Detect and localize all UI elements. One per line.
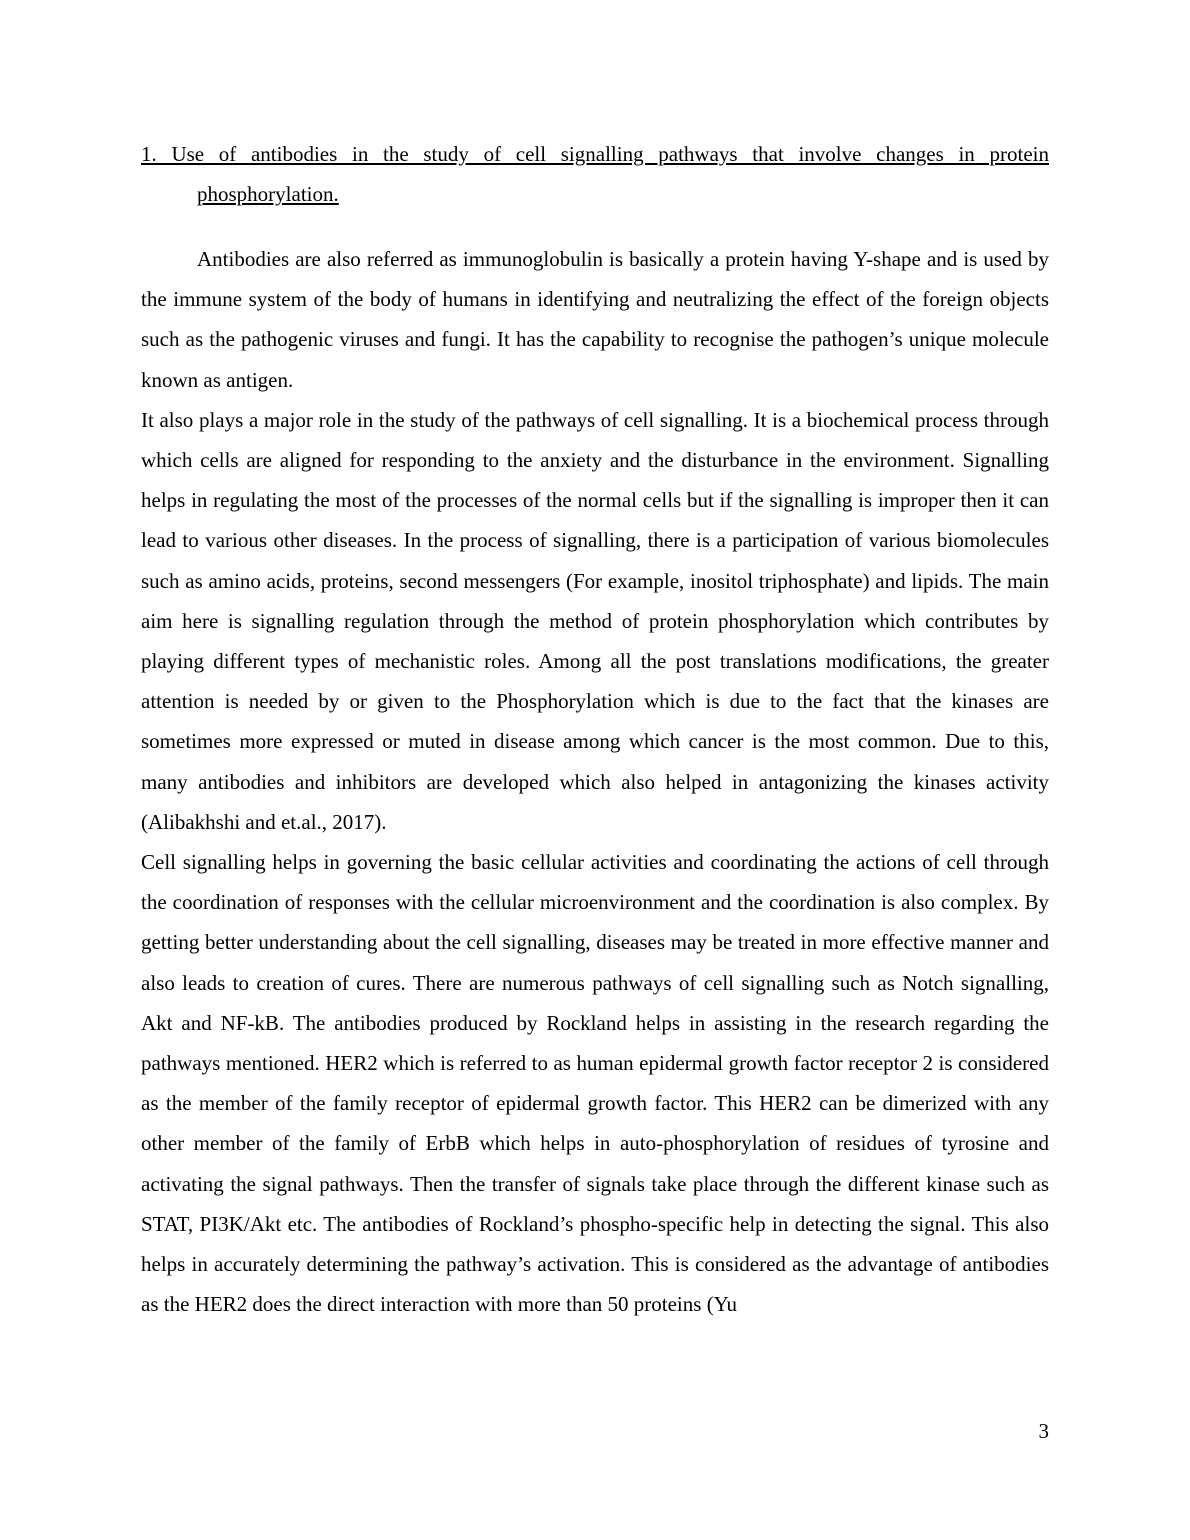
- page-content: [141, 134, 1049, 1324]
- section-heading: 1. Use of antibodies in the study of cell signalling pathways that involve changes in protein phosphorylation.: [141, 142, 1049, 206]
- paragraph-antibodies-intro: Antibodies are also referred as immunoglobulin is basically a protein having Y-shape and is used by the immune system of the body of humans in identifying and neutralizing the effect of the foreign objects such as the pathogenic viruses and fungi. It has the capability to recognise the pathogen’s unique molecule known as antigen.: [141, 247, 1049, 392]
- paragraph-cell-signalling-pathways: Cell signalling helps in governing the basic cellular activities and coordinating the actions of cell through the coordination of responses with the cellular microenvironment and the coordination is also complex. By getting better understanding about the cell signalling, diseases may be treated in more effective manner and also leads to creation of cures. There are numerous pathways of cell signalling such as Notch signalling, Akt and NF-kB. The antibodies produced by Rockland helps in assisting in the research regarding the pathways mentioned. HER2 which is referred to as human epidermal growth factor receptor 2 is considered as the member of the family receptor of epidermal growth factor. This HER2 can be dimerized with any other member of the family of ErbB which helps in auto-phosphorylation of residues of tyrosine and activating the signal pathways. Then the transfer of signals take place through the different kinase such as STAT, PI3K/Akt etc. The antibodies of Rockland’s phospho-specific help in detecting the signal. This also helps in accurately determining the pathway’s activation. This is considered as the advantage of antibodies as the HER2 does the direct interaction with more than 50 proteins (Yu: [141, 850, 1049, 1317]
- paragraph-cell-signalling-role: It also plays a major role in the study of the pathways of cell signalling. It is a biochemical process through which cells are aligned for responding to the anxiety and the disturbance in the environment. Signalling helps in regulating the most of the processes of the normal cells but if the signalling is improper then it can lead to various other diseases. In the process of signalling, there is a participation of various biomolecules such as amino acids, proteins, second messengers (For example, inositol triphosphate) and lipids. The main aim here is signalling regulation through the method of protein phosphorylation which contributes by playing different types of mechanistic roles. Among all the post translations modifications, the greater attention is needed by or given to the Phosphorylation which is due to the fact that the kinases are sometimes more expressed or muted in disease among which cancer is the most common. Due to this, many antibodies and inhibitors are developed which also helped in antagonizing the kinases activity (Alibakhshi and et.al., 2017).: [141, 407, 1049, 834]
- page-number: 3: [1038, 1419, 1049, 1443]
